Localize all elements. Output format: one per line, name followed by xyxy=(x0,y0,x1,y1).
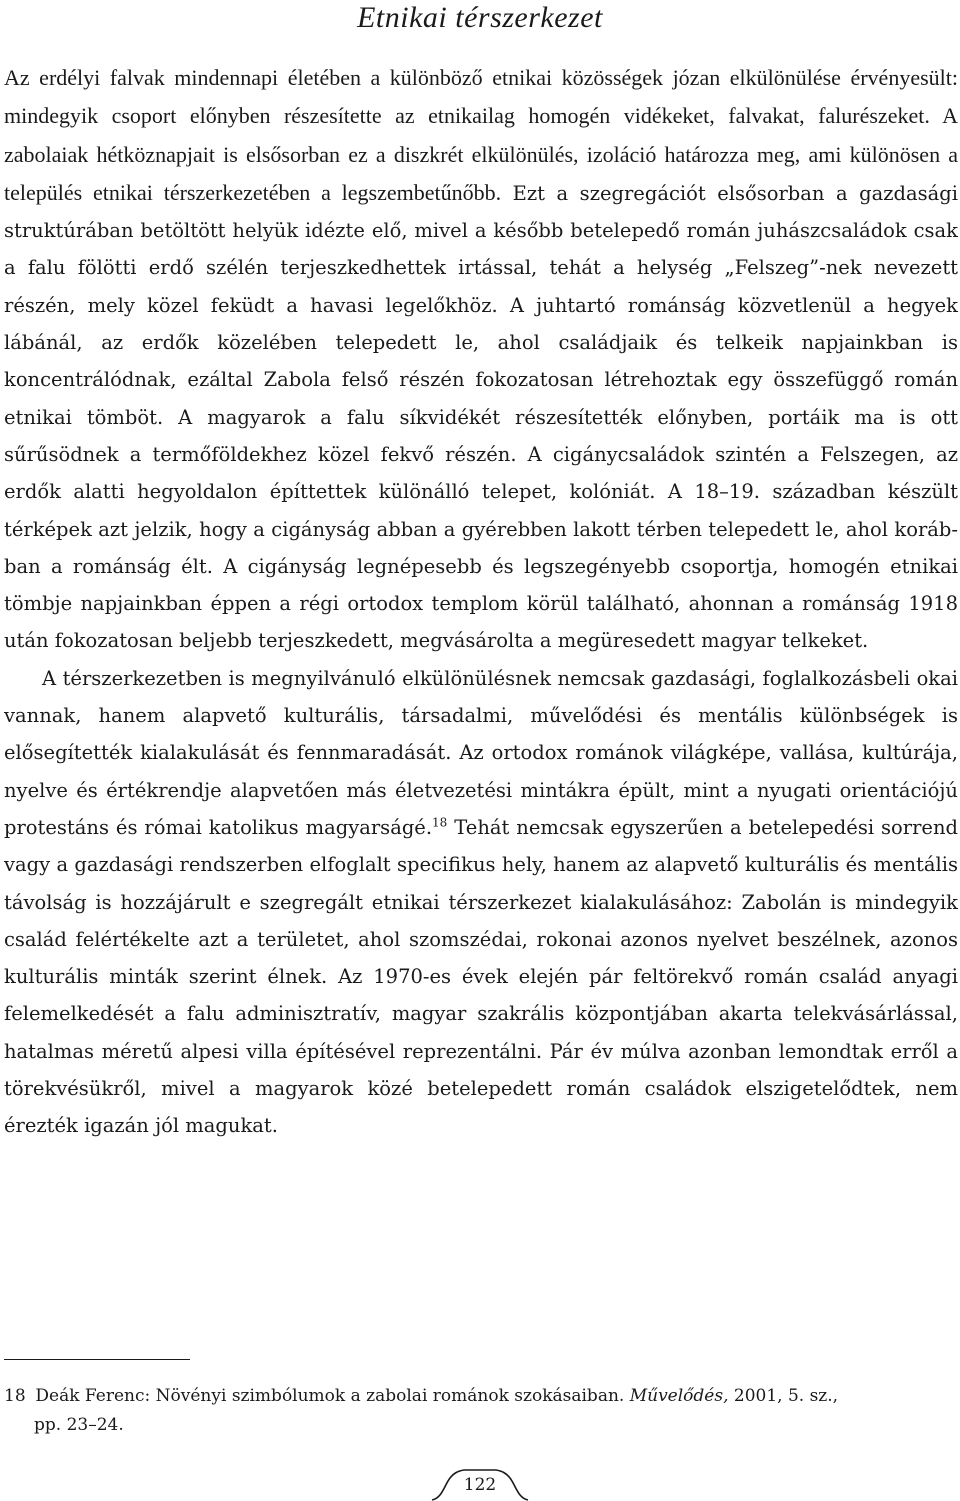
paragraph-1-text: Ezt a szegregációt elsősorban a gazdasági struktúrában betöltött helyük idézte elő, mivel a később betelepedő román juhászcsaládok csak a falu fölötti erdő szélén terjeszkedhettek irtással, tehát a helység „Felszeg”-nek nevezett részén, mely közel feküdt a havasi legelőkhöz. A juhtartó románság közvetlenül a hegyek lábánál, az erdők közelében telepedett le, ahol családjaik és telkeik napjainkban is koncentrálódnak, ezáltal Zabola felső részén fokozatosan létrehoztak egy összefüggő román etnikai tömböt. A magyarok a falu síkvidékét részesítették előnyben, portáik ma is ott sűrűsödnek a termőföldekhez közel fekvő részén. A cigánycsaládok szintén a Felszegen, az erdők alatti hegyoldalon építtettek különálló telepet, kolóniát. A 18–19. században készült térképek azt jelzik, hogy a cigányság abban a gyérebben lakott térben telepedett le, ahol korábban a románság élt. A cigányság legnépesebb és legszegényebb csoportja, homogén etnikai tömbje napjainkban éppen a régi ortodox templom körül található, ahonnan a románság 1918 után fokozatosan beljebb terjeszkedett, megvásárolta a megüresedett magyar telkeket. xyxy=(4,181,958,653)
footnote-line-1 xyxy=(4,1382,958,1411)
footnote-reference[interactable]: 18 xyxy=(432,815,448,830)
footnote-text: Deák Ferenc: Növényi szimbólumok a zabolai románok szokásaiban. xyxy=(35,1386,625,1406)
lead-text: Az erdélyi falvak mindennapi életében a különböző etnikai közösségek józan elkülönülése érvényesült: mindegyik csoport előnyben részesítette az etnikailag homogén vidékeket, falvakat, falurészeket. A zabolaiak hétköznapjait is elsősorban ez a diszkrét elkülönülés, izoláció határozza meg, ami különösen a település etnikai térszerkezetében a legszembetűnőbb. xyxy=(4,65,958,205)
page-number: 122 xyxy=(463,1475,497,1495)
page-number-ornament xyxy=(430,1462,530,1501)
paragraph-1 xyxy=(4,59,958,660)
footnote-divider xyxy=(4,1359,190,1360)
footnote xyxy=(4,1382,958,1440)
page-title: Etnikai térszerkezet xyxy=(357,1,603,34)
footnote-number: 18 xyxy=(4,1386,26,1406)
footnote-details: 2001, 5. sz., xyxy=(733,1386,839,1406)
paragraph-2-text-before-ref: A térszerkezetben is megnyilvánuló elkülönülésnek nemcsak gazdasági, foglalkozásbeli okai vannak, hanem alapvető kulturális, társadalmi, művelődési és mentális különbségek is elősegítették kialakulását és fennmaradását. Az ortodox románok világképe, vallása, kultúrája, nyelve és értékrendje alapvetően más életvezetési mintákra épült, mint a nyugati orientációjú protestáns és római katolikus magyarságé. xyxy=(4,666,958,839)
paragraph-2-text-after-ref: Tehát nemcsak egyszerűen a betelepedési sorrend vagy a gazdasági rendszerben elfoglalt specifikus hely, hanem az alapvető kulturális és mentális távolság is hozzájárult e szegregált etnikai térszerkezet kialakulásához: Zabolán is mindegyik család felértékelte azt a területet, ahol szomszédai, rokonai azonos nyelvet beszélnek, azonos kulturális minták szerint élnek. Az 1970-es évek elején pár feltörekvő román család anyagi felemelkedését a falu adminisztratív, magyar szakrális központjában akarta telekvásárlással, hatalmas méretű alpesi villa építésével reprezentálni. Pár év múlva azonban lemondtak erről a törekvésükről, mivel a magyarok közé betelepedett román családok elszigetelődtek, nem érezték igazán jól magukat. xyxy=(4,815,958,1138)
body-text xyxy=(4,59,958,1145)
paragraph-2 xyxy=(4,660,958,1145)
footnote-journal: Művelődés, xyxy=(629,1386,729,1406)
footnote-pages: pp. 23–24. xyxy=(34,1415,124,1435)
